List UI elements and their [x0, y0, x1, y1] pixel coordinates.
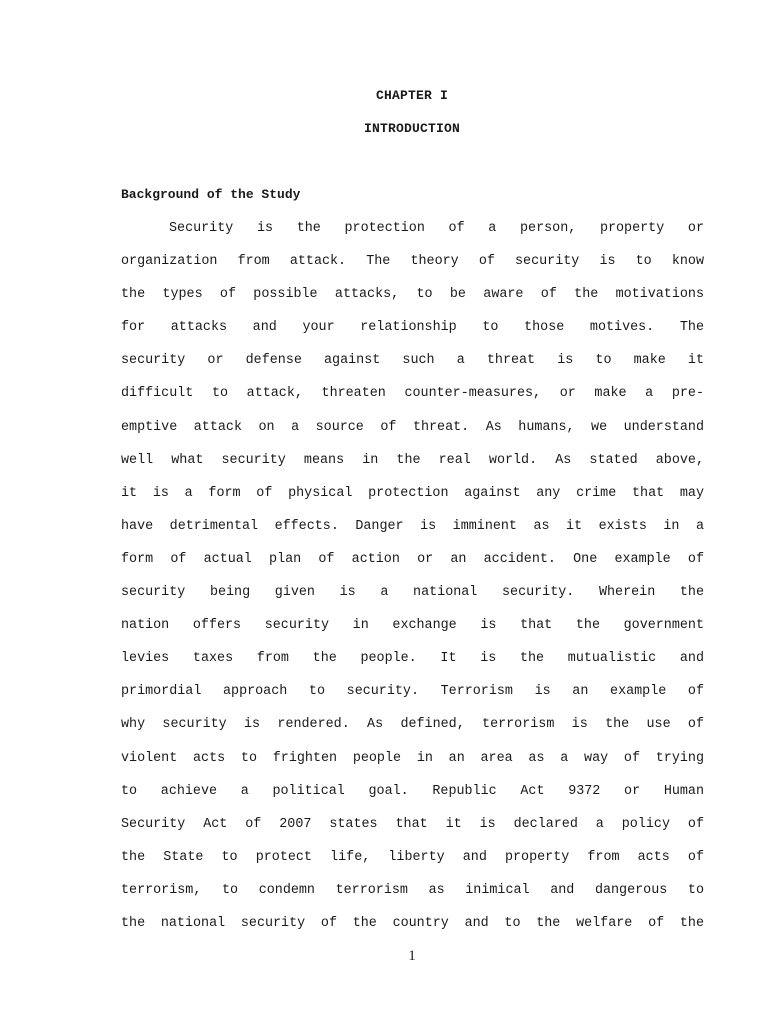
section-heading: Background of the Study	[121, 187, 301, 202]
paragraph-line: primordial approach to security. Terrorism is an example of	[121, 684, 704, 700]
paragraph-line: Security is the protection of a person, property or	[169, 221, 704, 236]
paragraph-line: to achieve a political goal. Republic Act 9372 or Human	[121, 783, 704, 799]
page-number: 1	[408, 948, 416, 964]
paragraph-line: violent acts to frighten people in an area as a way of trying	[121, 750, 704, 766]
paragraph-line: form of actual plan of action or an accident. One example of	[121, 551, 704, 567]
paragraph-line: security being given is a national security. Wherein the	[121, 585, 704, 601]
paragraph-line: why security is rendered. As defined, terrorism is the use of	[121, 717, 704, 733]
paragraph-line: Security Act of 2007 states that it is declared a policy of	[121, 816, 704, 832]
paragraph-line: nation offers security in exchange is that the government	[121, 618, 704, 634]
body-paragraph	[121, 212, 704, 940]
paragraph-line: well what security means in the real world. As stated above,	[121, 452, 704, 468]
paragraph-line: levies taxes from the people. It is the mutualistic and	[121, 651, 704, 667]
paragraph-line: security or defense against such a threat is to make it	[121, 353, 704, 369]
paragraph-line: organization from attack. The theory of security is to know	[121, 254, 704, 270]
paragraph-line: terrorism, to condemn terrorism as inimical and dangerous to	[121, 882, 704, 898]
paragraph-line: have detrimental effects. Danger is imminent as it exists in a	[121, 518, 704, 534]
chapter-title: INTRODUCTION	[363, 121, 460, 136]
paragraph-line: the types of possible attacks, to be aware of the motivations	[121, 287, 704, 303]
paragraph-line: the national security of the country and to the welfare of the	[121, 915, 704, 931]
paragraph-line: for attacks and your relationship to those motives. The	[121, 320, 704, 336]
paragraph-line: emptive attack on a source of threat. As humans, we understand	[121, 419, 704, 435]
chapter-heading: CHAPTER I	[375, 88, 448, 103]
paragraph-line: difficult to attack, threaten counter-measures, or make a pre-	[121, 386, 704, 402]
paragraph-line: the State to protect life, liberty and property from acts of	[121, 849, 704, 865]
paragraph-line: it is a form of physical protection against any crime that may	[121, 485, 704, 501]
